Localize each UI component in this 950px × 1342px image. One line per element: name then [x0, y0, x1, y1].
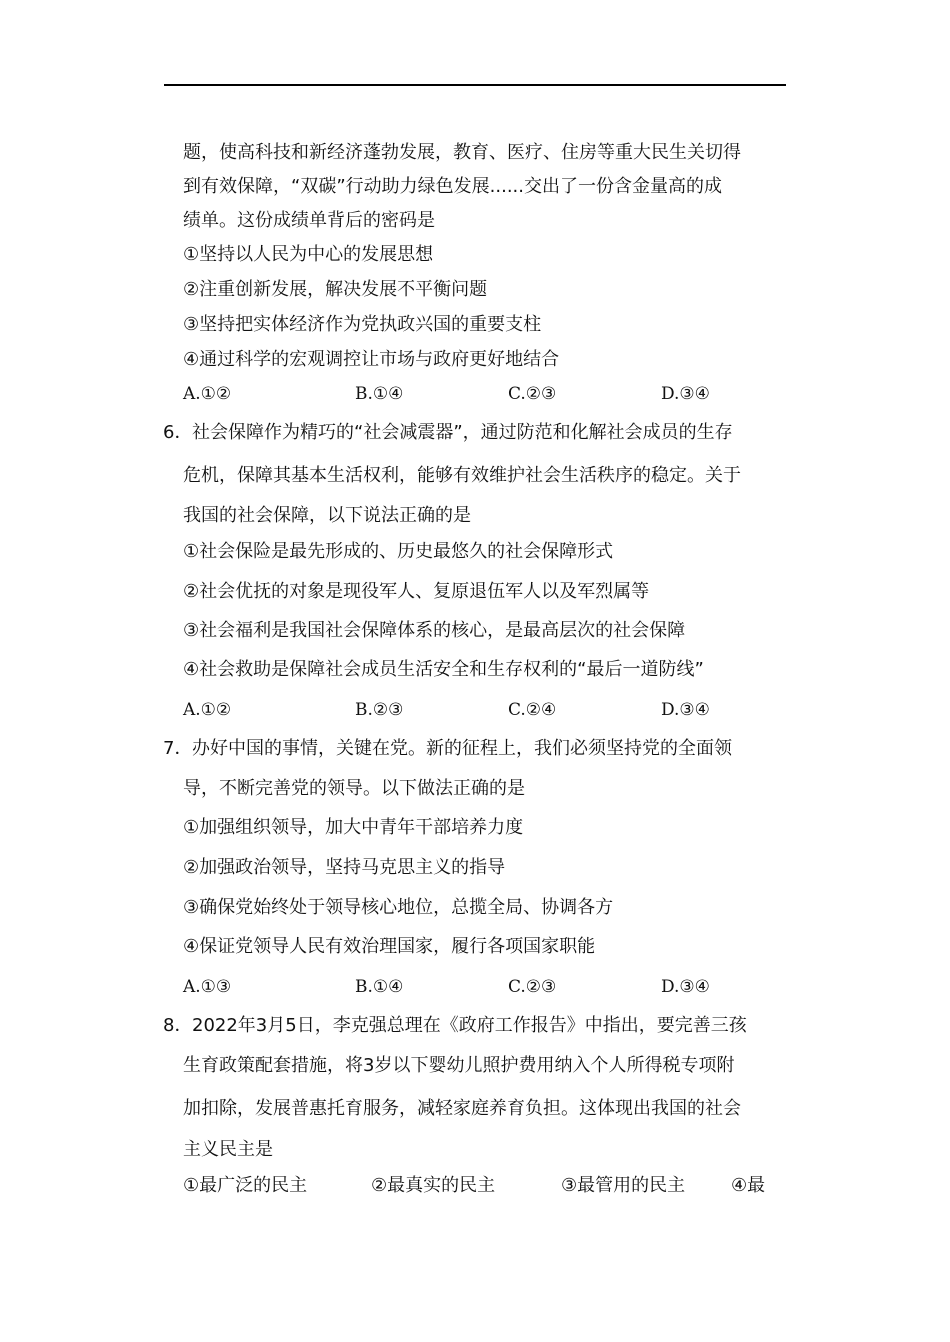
q8-number: 8．: [163, 1015, 193, 1036]
q7-option-d: D.③④: [661, 977, 710, 997]
q6-item-4: ④社会救助是保障社会成员生活安全和生存权利的“最后一道防线”: [183, 659, 704, 680]
q7-stem-line-1: 办好中国的事情，关键在党。新的征程上，我们必须坚持党的全面领: [192, 738, 732, 759]
q8-choice-4: ④最: [731, 1175, 766, 1196]
q5-stem-line-3: 绩单。这份成绩单背后的密码是: [183, 210, 435, 231]
q8-choice-1: ①最广泛的民主: [183, 1175, 308, 1196]
q7-item-3: ③确保党始终处于领导核心地位，总揽全局、协调各方: [183, 897, 614, 918]
q8-stem-line-4: 主义民主是: [183, 1139, 273, 1160]
q6-option-d: D.③④: [661, 700, 710, 720]
q5-option-b: B.①④: [355, 384, 404, 404]
q7-option-a: A.①③: [183, 977, 232, 997]
q8-choice-2: ②最真实的民主: [371, 1175, 496, 1196]
q6-option-a: A.①②: [183, 700, 232, 720]
q5-option-a: A.①②: [183, 384, 232, 404]
q5-item-3: ③坚持把实体经济作为党执政兴国的重要支柱: [183, 314, 542, 335]
q6-stem-line-2: 危机，保障其基本生活权利，能够有效维护社会生活秩序的稳定。关于: [183, 465, 741, 486]
q5-stem-line-1: 题，使高科技和新经济蓬勃发展，教育、医疗、住房等重大民生关切得: [183, 142, 741, 163]
q7-stem-line-2: 导，不断完善党的领导。以下做法正确的是: [183, 778, 525, 799]
q5-option-d: D.③④: [661, 384, 710, 404]
q5-item-2: ②注重创新发展，解决发展不平衡问题: [183, 279, 488, 300]
q7-item-4: ④保证党领导人民有效治理国家，履行各项国家职能: [183, 936, 596, 957]
q5-item-4: ④通过科学的宏观调控让市场与政府更好地结合: [183, 349, 560, 370]
q6-stem-line-3: 我国的社会保障，以下说法正确的是: [183, 505, 471, 526]
q8-choice-3: ③最管用的民主: [561, 1175, 686, 1196]
q7-option-b: B.①④: [355, 977, 404, 997]
q7-number: 7．: [163, 738, 193, 759]
q8-stem-line-2: 生育政策配套措施，将3岁以下婴幼儿照护费用纳入个人所得税专项附: [183, 1055, 735, 1076]
q7-option-c: C.②③: [508, 977, 557, 997]
q6-item-2: ②社会优抚的对象是现役军人、复原退伍军人以及军烈属等: [183, 581, 650, 602]
q8-stem-line-1: 2022年3月5日，李克强总理在《政府工作报告》中指出，要完善三孩: [192, 1015, 747, 1036]
q7-item-1: ①加强组织领导，加大中青年干部培养力度: [183, 817, 524, 838]
q5-item-1: ①坚持以人民为中心的发展思想: [183, 244, 434, 265]
q6-option-c: C.②④: [508, 700, 557, 720]
q7-item-2: ②加强政治领导，坚持马克思主义的指导: [183, 857, 506, 878]
q5-stem-line-2: 到有效保障，“双碳”行动助力绿色发展......交出了一份含金量高的成: [183, 176, 722, 197]
q5-option-c: C.②③: [508, 384, 557, 404]
q6-stem-line-1: 社会保障作为精巧的“社会减震器”，通过防范和化解社会成员的生存: [192, 422, 733, 443]
q6-option-b: B.②③: [355, 700, 404, 720]
header-rule: [164, 84, 786, 86]
q6-number: 6．: [163, 422, 193, 443]
q6-item-1: ①社会保险是最先形成的、历史最悠久的社会保障形式: [183, 541, 614, 562]
q8-stem-line-3: 加扣除，发展普惠托育服务，减轻家庭养育负担。这体现出我国的社会: [183, 1098, 741, 1119]
q6-item-3: ③社会福利是我国社会保障体系的核心，是最高层次的社会保障: [183, 620, 686, 641]
